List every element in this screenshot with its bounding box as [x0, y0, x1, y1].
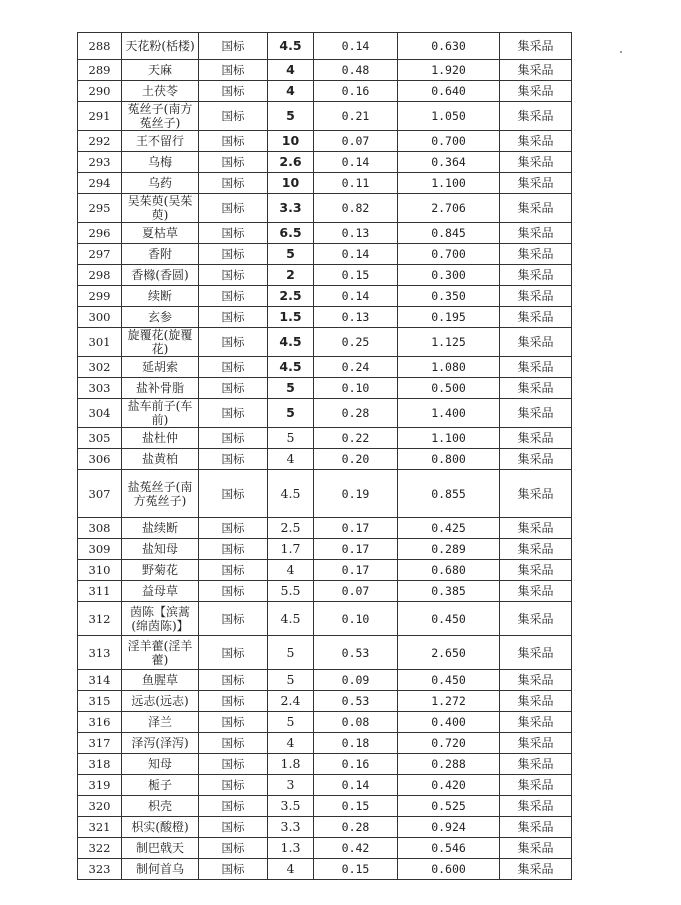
standard-cell: 国标 [199, 328, 268, 357]
unit-price-cell: 0.14 [314, 286, 398, 307]
row-number-cell: 297 [78, 244, 122, 265]
unit-price-cell: 0.09 [314, 670, 398, 691]
unit-price-cell: 0.17 [314, 539, 398, 560]
amount-cell: 0.855 [398, 470, 500, 518]
standard-cell: 国标 [199, 131, 268, 152]
standard-cell: 国标 [199, 602, 268, 636]
table-row [78, 60, 572, 81]
category-cell: 集采品 [500, 691, 572, 712]
table-row [78, 286, 572, 307]
quantity-cell: 4.5 [268, 33, 314, 60]
quantity-cell: 4.5 [268, 328, 314, 357]
unit-price-cell: 0.53 [314, 691, 398, 712]
amount-cell: 0.800 [398, 449, 500, 470]
row-number-cell: 312 [78, 602, 122, 636]
table-row [78, 733, 572, 754]
row-number-cell: 299 [78, 286, 122, 307]
row-number-cell: 288 [78, 33, 122, 60]
unit-price-cell: 0.48 [314, 60, 398, 81]
category-cell: 集采品 [500, 131, 572, 152]
table-row [78, 838, 572, 859]
standard-cell: 国标 [199, 194, 268, 223]
unit-price-cell: 0.15 [314, 859, 398, 880]
quantity-cell: 4.5 [268, 602, 314, 636]
table-body [78, 33, 572, 880]
herb-name-cell: 泽兰 [122, 712, 199, 733]
amount-cell: 0.350 [398, 286, 500, 307]
unit-price-cell: 0.16 [314, 754, 398, 775]
table-row [78, 449, 572, 470]
standard-cell: 国标 [199, 775, 268, 796]
quantity-cell: 5 [268, 670, 314, 691]
category-cell: 集采品 [500, 152, 572, 173]
table-row [78, 859, 572, 880]
herb-name-cell: 盐补骨脂 [122, 378, 199, 399]
quantity-cell: 4 [268, 859, 314, 880]
category-cell: 集采品 [500, 470, 572, 518]
table-row [78, 81, 572, 102]
category-cell: 集采品 [500, 733, 572, 754]
category-cell: 集采品 [500, 286, 572, 307]
category-cell: 集采品 [500, 428, 572, 449]
amount-cell: 2.650 [398, 636, 500, 670]
herb-name-cell: 制何首乌 [122, 859, 199, 880]
standard-cell: 国标 [199, 754, 268, 775]
herb-name-cell: 乌梅 [122, 152, 199, 173]
unit-price-cell: 0.14 [314, 775, 398, 796]
table-row [78, 173, 572, 194]
standard-cell: 国标 [199, 796, 268, 817]
amount-cell: 0.680 [398, 560, 500, 581]
category-cell: 集采品 [500, 712, 572, 733]
row-number-cell: 290 [78, 81, 122, 102]
row-number-cell: 314 [78, 670, 122, 691]
unit-price-cell: 0.28 [314, 399, 398, 428]
category-cell: 集采品 [500, 539, 572, 560]
unit-price-cell: 0.13 [314, 223, 398, 244]
herb-name-cell: 续断 [122, 286, 199, 307]
herb-name-cell: 茵陈【滨蒿(绵茵陈)】 [122, 602, 199, 636]
table-row [78, 796, 572, 817]
standard-cell: 国标 [199, 560, 268, 581]
row-number-cell: 321 [78, 817, 122, 838]
table-row [78, 307, 572, 328]
category-cell: 集采品 [500, 173, 572, 194]
amount-cell: 0.450 [398, 602, 500, 636]
row-number-cell: 307 [78, 470, 122, 518]
amount-cell: 1.272 [398, 691, 500, 712]
table-row [78, 560, 572, 581]
row-number-cell: 309 [78, 539, 122, 560]
category-cell: 集采品 [500, 817, 572, 838]
table-row [78, 428, 572, 449]
standard-cell: 国标 [199, 307, 268, 328]
unit-price-cell: 0.16 [314, 81, 398, 102]
row-number-cell: 319 [78, 775, 122, 796]
amount-cell: 0.630 [398, 33, 500, 60]
table-row [78, 33, 572, 60]
category-cell: 集采品 [500, 399, 572, 428]
amount-cell: 0.450 [398, 670, 500, 691]
standard-cell: 国标 [199, 859, 268, 880]
quantity-cell: 4.5 [268, 470, 314, 518]
unit-price-cell: 0.10 [314, 602, 398, 636]
category-cell: 集采品 [500, 244, 572, 265]
unit-price-cell: 0.42 [314, 838, 398, 859]
herb-name-cell: 天花粉(栝楼) [122, 33, 199, 60]
table-row [78, 581, 572, 602]
herb-name-cell: 夏枯草 [122, 223, 199, 244]
category-cell: 集采品 [500, 602, 572, 636]
table-row [78, 602, 572, 636]
row-number-cell: 296 [78, 223, 122, 244]
amount-cell: 0.546 [398, 838, 500, 859]
category-cell: 集采品 [500, 357, 572, 378]
table-row [78, 817, 572, 838]
unit-price-cell: 0.17 [314, 560, 398, 581]
amount-cell: 1.125 [398, 328, 500, 357]
category-cell: 集采品 [500, 518, 572, 539]
table-row [78, 131, 572, 152]
table-row [78, 539, 572, 560]
table-row [78, 265, 572, 286]
standard-cell: 国标 [199, 733, 268, 754]
quantity-cell: 4 [268, 60, 314, 81]
herb-name-cell: 盐菟丝子(南方菟丝子) [122, 470, 199, 518]
herb-name-cell: 栀子 [122, 775, 199, 796]
unit-price-cell: 0.14 [314, 244, 398, 265]
row-number-cell: 289 [78, 60, 122, 81]
quantity-cell: 5.5 [268, 581, 314, 602]
herb-name-cell: 王不留行 [122, 131, 199, 152]
table-row [78, 636, 572, 670]
row-number-cell: 294 [78, 173, 122, 194]
category-cell: 集采品 [500, 307, 572, 328]
category-cell: 集采品 [500, 449, 572, 470]
amount-cell: 0.700 [398, 244, 500, 265]
standard-cell: 国标 [199, 636, 268, 670]
standard-cell: 国标 [199, 244, 268, 265]
standard-cell: 国标 [199, 428, 268, 449]
category-cell: 集采品 [500, 796, 572, 817]
standard-cell: 国标 [199, 399, 268, 428]
unit-price-cell: 0.22 [314, 428, 398, 449]
quantity-cell: 3.3 [268, 817, 314, 838]
unit-price-cell: 0.24 [314, 357, 398, 378]
category-cell: 集采品 [500, 194, 572, 223]
category-cell: 集采品 [500, 81, 572, 102]
category-cell: 集采品 [500, 378, 572, 399]
standard-cell: 国标 [199, 223, 268, 244]
category-cell: 集采品 [500, 775, 572, 796]
herb-name-cell: 土茯苓 [122, 81, 199, 102]
herb-name-cell: 天麻 [122, 60, 199, 81]
quantity-cell: 5 [268, 399, 314, 428]
herb-name-cell: 菟丝子(南方菟丝子) [122, 102, 199, 131]
unit-price-cell: 0.07 [314, 131, 398, 152]
herb-name-cell: 远志(远志) [122, 691, 199, 712]
table-row [78, 328, 572, 357]
unit-price-cell: 0.08 [314, 712, 398, 733]
herb-name-cell: 枳实(酸橙) [122, 817, 199, 838]
amount-cell: 0.425 [398, 518, 500, 539]
row-number-cell: 298 [78, 265, 122, 286]
standard-cell: 国标 [199, 60, 268, 81]
standard-cell: 国标 [199, 449, 268, 470]
category-cell: 集采品 [500, 670, 572, 691]
category-cell: 集采品 [500, 102, 572, 131]
category-cell: 集采品 [500, 581, 572, 602]
amount-cell: 0.640 [398, 81, 500, 102]
row-number-cell: 292 [78, 131, 122, 152]
standard-cell: 国标 [199, 152, 268, 173]
amount-cell: 0.600 [398, 859, 500, 880]
table-row [78, 357, 572, 378]
standard-cell: 国标 [199, 518, 268, 539]
scan-speck [620, 51, 622, 53]
standard-cell: 国标 [199, 102, 268, 131]
category-cell: 集采品 [500, 60, 572, 81]
quantity-cell: 3 [268, 775, 314, 796]
herb-name-cell: 野菊花 [122, 560, 199, 581]
standard-cell: 国标 [199, 81, 268, 102]
standard-cell: 国标 [199, 838, 268, 859]
herb-name-cell: 盐续断 [122, 518, 199, 539]
unit-price-cell: 0.25 [314, 328, 398, 357]
table-row [78, 399, 572, 428]
quantity-cell: 10 [268, 173, 314, 194]
category-cell: 集采品 [500, 754, 572, 775]
herb-name-cell: 延胡索 [122, 357, 199, 378]
amount-cell: 0.300 [398, 265, 500, 286]
unit-price-cell: 0.20 [314, 449, 398, 470]
standard-cell: 国标 [199, 470, 268, 518]
amount-cell: 0.420 [398, 775, 500, 796]
category-cell: 集采品 [500, 33, 572, 60]
amount-cell: 0.525 [398, 796, 500, 817]
unit-price-cell: 0.14 [314, 33, 398, 60]
row-number-cell: 323 [78, 859, 122, 880]
standard-cell: 国标 [199, 691, 268, 712]
quantity-cell: 3.5 [268, 796, 314, 817]
table-row [78, 244, 572, 265]
herb-name-cell: 吴茱萸(吴茱萸) [122, 194, 199, 223]
herb-name-cell: 盐黄柏 [122, 449, 199, 470]
amount-cell: 0.400 [398, 712, 500, 733]
amount-cell: 1.920 [398, 60, 500, 81]
herb-name-cell: 鱼腥草 [122, 670, 199, 691]
quantity-cell: 1.7 [268, 539, 314, 560]
standard-cell: 国标 [199, 817, 268, 838]
herb-name-cell: 旋覆花(旋覆花) [122, 328, 199, 357]
row-number-cell: 304 [78, 399, 122, 428]
quantity-cell: 10 [268, 131, 314, 152]
amount-cell: 1.080 [398, 357, 500, 378]
row-number-cell: 322 [78, 838, 122, 859]
unit-price-cell: 0.53 [314, 636, 398, 670]
row-number-cell: 305 [78, 428, 122, 449]
row-number-cell: 303 [78, 378, 122, 399]
unit-price-cell: 0.10 [314, 378, 398, 399]
category-cell: 集采品 [500, 223, 572, 244]
quantity-cell: 5 [268, 712, 314, 733]
quantity-cell: 1.3 [268, 838, 314, 859]
standard-cell: 国标 [199, 265, 268, 286]
amount-cell: 0.289 [398, 539, 500, 560]
row-number-cell: 317 [78, 733, 122, 754]
herb-name-cell: 泽泻(泽泻) [122, 733, 199, 754]
quantity-cell: 4 [268, 81, 314, 102]
unit-price-cell: 0.19 [314, 470, 398, 518]
unit-price-cell: 0.07 [314, 581, 398, 602]
herb-name-cell: 盐车前子(车前) [122, 399, 199, 428]
table-row [78, 712, 572, 733]
unit-price-cell: 0.15 [314, 796, 398, 817]
quantity-cell: 4.5 [268, 357, 314, 378]
row-number-cell: 318 [78, 754, 122, 775]
table-row [78, 670, 572, 691]
amount-cell: 0.385 [398, 581, 500, 602]
quantity-cell: 4 [268, 733, 314, 754]
amount-cell: 0.364 [398, 152, 500, 173]
standard-cell: 国标 [199, 173, 268, 194]
amount-cell: 1.100 [398, 173, 500, 194]
row-number-cell: 315 [78, 691, 122, 712]
herb-name-cell: 淫羊藿(淫羊藿) [122, 636, 199, 670]
quantity-cell: 1.5 [268, 307, 314, 328]
herb-name-cell: 益母草 [122, 581, 199, 602]
quantity-cell: 6.5 [268, 223, 314, 244]
unit-price-cell: 0.28 [314, 817, 398, 838]
row-number-cell: 301 [78, 328, 122, 357]
row-number-cell: 300 [78, 307, 122, 328]
herb-name-cell: 盐杜仲 [122, 428, 199, 449]
quantity-cell: 2.6 [268, 152, 314, 173]
table-row [78, 775, 572, 796]
standard-cell: 国标 [199, 581, 268, 602]
quantity-cell: 5 [268, 102, 314, 131]
category-cell: 集采品 [500, 859, 572, 880]
amount-cell: 0.924 [398, 817, 500, 838]
quantity-cell: 1.8 [268, 754, 314, 775]
quantity-cell: 2.5 [268, 286, 314, 307]
unit-price-cell: 0.21 [314, 102, 398, 131]
category-cell: 集采品 [500, 560, 572, 581]
category-cell: 集采品 [500, 838, 572, 859]
row-number-cell: 313 [78, 636, 122, 670]
quantity-cell: 5 [268, 636, 314, 670]
table-row [78, 152, 572, 173]
amount-cell: 1.050 [398, 102, 500, 131]
standard-cell: 国标 [199, 286, 268, 307]
standard-cell: 国标 [199, 670, 268, 691]
herb-name-cell: 制巴戟天 [122, 838, 199, 859]
row-number-cell: 293 [78, 152, 122, 173]
unit-price-cell: 0.17 [314, 518, 398, 539]
standard-cell: 国标 [199, 539, 268, 560]
unit-price-cell: 0.15 [314, 265, 398, 286]
unit-price-cell: 0.18 [314, 733, 398, 754]
table-row [78, 223, 572, 244]
herb-name-cell: 香附 [122, 244, 199, 265]
standard-cell: 国标 [199, 378, 268, 399]
quantity-cell: 5 [268, 428, 314, 449]
herb-name-cell: 知母 [122, 754, 199, 775]
row-number-cell: 306 [78, 449, 122, 470]
herb-name-cell: 香橼(香圆) [122, 265, 199, 286]
row-number-cell: 291 [78, 102, 122, 131]
quantity-cell: 5 [268, 244, 314, 265]
amount-cell: 1.100 [398, 428, 500, 449]
table-row [78, 102, 572, 131]
row-number-cell: 308 [78, 518, 122, 539]
unit-price-cell: 0.14 [314, 152, 398, 173]
standard-cell: 国标 [199, 33, 268, 60]
category-cell: 集采品 [500, 265, 572, 286]
herb-price-table [77, 32, 572, 880]
quantity-cell: 2 [268, 265, 314, 286]
table-row [78, 470, 572, 518]
table-row [78, 378, 572, 399]
table-row [78, 691, 572, 712]
standard-cell: 国标 [199, 357, 268, 378]
quantity-cell: 5 [268, 378, 314, 399]
quantity-cell: 4 [268, 449, 314, 470]
quantity-cell: 2.4 [268, 691, 314, 712]
amount-cell: 0.700 [398, 131, 500, 152]
row-number-cell: 320 [78, 796, 122, 817]
unit-price-cell: 0.11 [314, 173, 398, 194]
herb-name-cell: 枳壳 [122, 796, 199, 817]
table-row [78, 754, 572, 775]
amount-cell: 0.720 [398, 733, 500, 754]
quantity-cell: 4 [268, 560, 314, 581]
quantity-cell: 2.5 [268, 518, 314, 539]
row-number-cell: 302 [78, 357, 122, 378]
herb-name-cell: 乌药 [122, 173, 199, 194]
amount-cell: 0.845 [398, 223, 500, 244]
amount-cell: 0.195 [398, 307, 500, 328]
herb-name-cell: 盐知母 [122, 539, 199, 560]
category-cell: 集采品 [500, 328, 572, 357]
row-number-cell: 316 [78, 712, 122, 733]
table-row [78, 194, 572, 223]
amount-cell: 0.500 [398, 378, 500, 399]
amount-cell: 1.400 [398, 399, 500, 428]
standard-cell: 国标 [199, 712, 268, 733]
quantity-cell: 3.3 [268, 194, 314, 223]
row-number-cell: 310 [78, 560, 122, 581]
amount-cell: 0.288 [398, 754, 500, 775]
herb-name-cell: 玄参 [122, 307, 199, 328]
unit-price-cell: 0.13 [314, 307, 398, 328]
table-row [78, 518, 572, 539]
amount-cell: 2.706 [398, 194, 500, 223]
row-number-cell: 295 [78, 194, 122, 223]
row-number-cell: 311 [78, 581, 122, 602]
category-cell: 集采品 [500, 636, 572, 670]
unit-price-cell: 0.82 [314, 194, 398, 223]
